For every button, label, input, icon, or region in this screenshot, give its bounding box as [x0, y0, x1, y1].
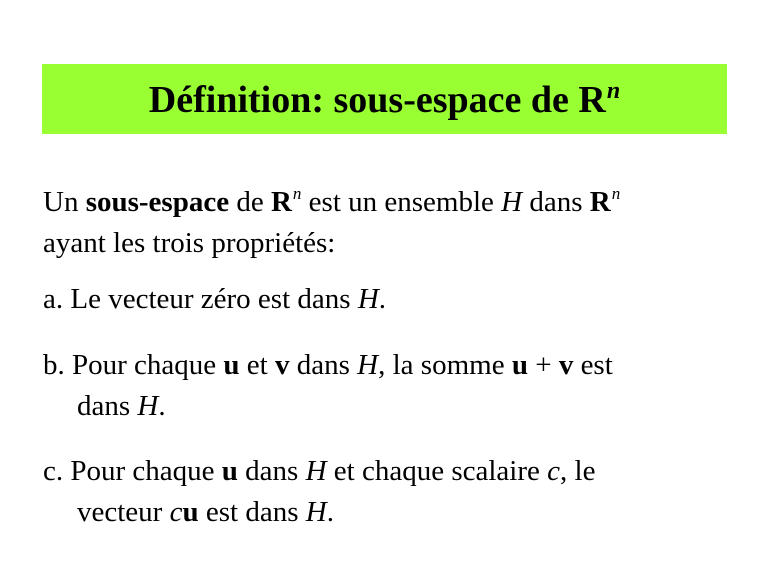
R-symbol: R	[589, 186, 611, 218]
H-symbol: H	[137, 390, 159, 422]
H-symbol: H	[305, 496, 327, 528]
page-title	[149, 79, 620, 119]
title-banner	[42, 64, 727, 134]
property-b	[43, 345, 613, 427]
u-vector: u	[223, 349, 240, 381]
n-superscript: n	[292, 184, 302, 203]
u-vector: u	[182, 496, 199, 528]
property-text: et	[239, 349, 275, 381]
property-text: .	[378, 283, 387, 315]
property-b-line-1	[43, 345, 613, 386]
property-c-line-2	[43, 492, 595, 533]
property-text: et chaque scalaire	[326, 455, 548, 487]
property-b-line-2	[43, 386, 613, 427]
R-symbol: R	[270, 186, 292, 218]
subspace-term: sous-espace	[85, 186, 230, 218]
H-symbol: H	[357, 283, 379, 315]
property-text: +	[527, 349, 559, 381]
property-text: , la somme	[378, 349, 512, 381]
intro-line-2: ayant les trois propriétés:	[43, 227, 336, 259]
property-text: dans	[237, 455, 306, 487]
property-c	[43, 451, 595, 533]
continuation	[43, 386, 166, 427]
property-text: est dans	[198, 496, 306, 528]
property-a-line-1	[43, 279, 386, 320]
property-text: dans	[289, 349, 358, 381]
c-scalar: c	[169, 496, 183, 528]
c-scalar: c	[547, 455, 561, 487]
u-vector: u	[221, 455, 238, 487]
n-superscript: n	[611, 184, 621, 203]
intro-text: est un ensemble	[301, 186, 502, 218]
title-text: Définition: sous-espace de R	[148, 79, 606, 121]
title-superscript: n	[606, 78, 621, 104]
v-vector: v	[274, 349, 290, 381]
intro-text: de	[229, 186, 271, 218]
H-symbol: H	[305, 455, 327, 487]
v-vector: v	[558, 349, 574, 381]
property-text: a. Le vecteur zéro est dans	[43, 283, 358, 315]
property-text: vecteur	[77, 496, 170, 528]
property-text: c. Pour chaque	[43, 455, 222, 487]
u-vector: u	[511, 349, 528, 381]
property-a	[43, 279, 386, 320]
property-text: dans	[77, 390, 138, 422]
property-text: .	[326, 496, 334, 528]
property-c-line-1	[43, 451, 595, 492]
intro-text: dans	[522, 186, 590, 218]
H-symbol: H	[357, 349, 379, 381]
property-text: .	[158, 390, 166, 422]
intro-line-1	[43, 173, 620, 223]
property-text: , le	[560, 455, 596, 487]
definition-intro	[43, 173, 620, 264]
property-text: est	[573, 349, 613, 381]
intro-text: Un	[43, 186, 86, 218]
property-text: b. Pour chaque	[43, 349, 224, 381]
H-symbol: H	[501, 186, 523, 218]
continuation	[43, 492, 334, 533]
